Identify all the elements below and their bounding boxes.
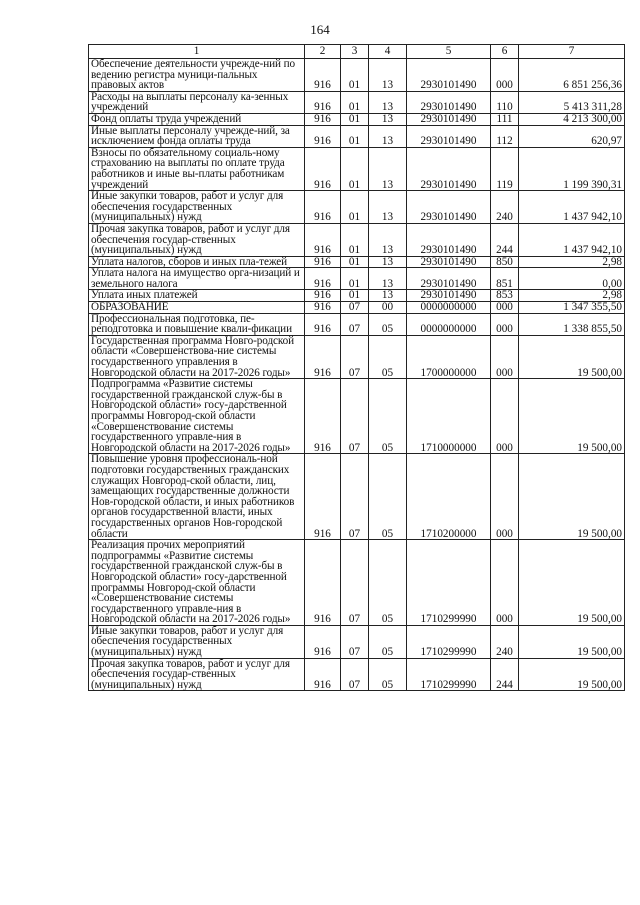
row-section: 01 (341, 256, 369, 268)
row-section: 07 (341, 658, 369, 691)
row-name: Уплата налога на имущество орга-низаций и земельного налога (89, 268, 305, 290)
row-target-article: 1700000000 (407, 335, 491, 378)
row-amount: 19 500,00 (519, 658, 625, 691)
row-section: 07 (341, 379, 369, 454)
row-section: 01 (341, 113, 369, 125)
row-name: Прочая закупка товаров, работ и услуг для обеспечения государ-ственных (муниципальных) нужд (89, 223, 305, 256)
row-target-article: 0000000000 (407, 302, 491, 314)
row-subsection: 13 (369, 256, 407, 268)
row-target-article: 1710299990 (407, 540, 491, 626)
row-target-article: 2930101490 (407, 59, 491, 92)
row-expense-type: 240 (491, 191, 519, 224)
table-row (89, 223, 625, 256)
row-section: 07 (341, 625, 369, 658)
row-name: Иные выплаты персоналу учрежде-ний, за исключением фонда оплаты труда (89, 125, 305, 147)
row-amount: 6 851 256,36 (519, 59, 625, 92)
row-subsection: 13 (369, 223, 407, 256)
row-name: Фонд оплаты труда учреждений (89, 113, 305, 125)
row-section: 07 (341, 302, 369, 314)
row-grbs: 916 (305, 658, 341, 691)
table-row (89, 59, 625, 92)
row-section: 01 (341, 268, 369, 290)
header-cell-4: 4 (369, 45, 407, 59)
row-target-article: 2930101490 (407, 268, 491, 290)
row-subsection: 05 (369, 313, 407, 335)
row-subsection: 05 (369, 335, 407, 378)
row-expense-type: 110 (491, 91, 519, 113)
row-section: 07 (341, 540, 369, 626)
row-name: Взносы по обязательному социаль-ному страхованию на выплаты по оплате труда работников и иные вы-платы работникам учреждений (89, 147, 305, 190)
header-cell-3: 3 (341, 45, 369, 59)
row-target-article: 1710000000 (407, 379, 491, 454)
row-amount: 2,98 (519, 256, 625, 268)
row-subsection: 13 (369, 268, 407, 290)
row-subsection: 13 (369, 290, 407, 302)
row-amount: 5 413 311,28 (519, 91, 625, 113)
table-row (89, 335, 625, 378)
row-subsection: 13 (369, 59, 407, 92)
row-section: 01 (341, 223, 369, 256)
row-section: 01 (341, 290, 369, 302)
row-expense-type: 850 (491, 256, 519, 268)
row-expense-type: 851 (491, 268, 519, 290)
table-row (89, 658, 625, 691)
row-target-article: 2930101490 (407, 223, 491, 256)
table-row (89, 268, 625, 290)
row-name: Уплата налогов, сборов и иных пла-тежей (89, 256, 305, 268)
row-target-article: 2930101490 (407, 191, 491, 224)
row-grbs: 916 (305, 302, 341, 314)
row-grbs: 916 (305, 379, 341, 454)
row-subsection: 05 (369, 625, 407, 658)
row-grbs: 916 (305, 454, 341, 540)
table-row (89, 256, 625, 268)
table-row (89, 313, 625, 335)
row-expense-type: 240 (491, 625, 519, 658)
row-expense-type: 111 (491, 113, 519, 125)
row-target-article: 2930101490 (407, 147, 491, 190)
row-grbs: 916 (305, 625, 341, 658)
table-row (89, 113, 625, 125)
row-grbs: 916 (305, 59, 341, 92)
row-amount: 1 338 855,50 (519, 313, 625, 335)
row-amount: 2,98 (519, 290, 625, 302)
row-subsection: 13 (369, 191, 407, 224)
row-grbs: 916 (305, 147, 341, 190)
row-target-article: 0000000000 (407, 313, 491, 335)
page-number: 164 (310, 22, 330, 37)
table-row (89, 290, 625, 302)
table-row (89, 379, 625, 454)
row-target-article: 2930101490 (407, 91, 491, 113)
row-expense-type: 000 (491, 302, 519, 314)
row-subsection: 05 (369, 540, 407, 626)
row-section: 01 (341, 191, 369, 224)
row-section: 01 (341, 91, 369, 113)
row-name: Профессиональная подготовка, пе-реподготовка и повышение квали-фикации (89, 313, 305, 335)
row-name: Иные закупки товаров, работ и услуг для обеспечения государственных (муниципальных) нужд (89, 625, 305, 658)
row-name: Иные закупки товаров, работ и услуг для обеспечения государственных (муниципальных) нужд (89, 191, 305, 224)
row-grbs: 916 (305, 290, 341, 302)
table-header-row (89, 45, 625, 59)
row-amount: 1 437 942,10 (519, 191, 625, 224)
row-grbs: 916 (305, 113, 341, 125)
row-target-article: 1710299990 (407, 658, 491, 691)
row-amount: 19 500,00 (519, 454, 625, 540)
row-section: 07 (341, 313, 369, 335)
table-row (89, 125, 625, 147)
header-cell-6: 6 (491, 45, 519, 59)
row-subsection: 05 (369, 379, 407, 454)
row-subsection: 05 (369, 658, 407, 691)
row-expense-type: 000 (491, 454, 519, 540)
row-name: Подпрограмма «Развитие системы государственной гражданской служ-бы в Новгородской области» госу-дарственной программы Новгород-ской области «Совершенствование системы государственного управле-ния в Новгородской области на 2017-2026 годы» (89, 379, 305, 454)
row-subsection: 13 (369, 91, 407, 113)
row-grbs: 916 (305, 91, 341, 113)
row-expense-type: 000 (491, 540, 519, 626)
row-expense-type: 112 (491, 125, 519, 147)
row-grbs: 916 (305, 313, 341, 335)
header-cell-2: 2 (305, 45, 341, 59)
row-amount: 19 500,00 (519, 625, 625, 658)
row-amount: 1 347 355,50 (519, 302, 625, 314)
table-row (89, 454, 625, 540)
row-amount: 19 500,00 (519, 335, 625, 378)
row-expense-type: 853 (491, 290, 519, 302)
row-subsection: 13 (369, 125, 407, 147)
row-target-article: 1710299990 (407, 625, 491, 658)
row-amount: 19 500,00 (519, 379, 625, 454)
row-subsection: 13 (369, 147, 407, 190)
row-amount: 0,00 (519, 268, 625, 290)
row-section: 01 (341, 125, 369, 147)
row-grbs: 916 (305, 223, 341, 256)
row-section: 07 (341, 335, 369, 378)
header-cell-7: 7 (519, 45, 625, 59)
row-target-article: 2930101490 (407, 290, 491, 302)
row-amount: 1 437 942,10 (519, 223, 625, 256)
row-section: 07 (341, 454, 369, 540)
table-row (89, 625, 625, 658)
row-amount: 620,97 (519, 125, 625, 147)
row-amount: 19 500,00 (519, 540, 625, 626)
row-grbs: 916 (305, 191, 341, 224)
row-amount: 4 213 300,00 (519, 113, 625, 125)
row-grbs: 916 (305, 125, 341, 147)
table-row (89, 540, 625, 626)
table-row (89, 147, 625, 190)
row-name: Расходы на выплаты персоналу ка-зенных учреждений (89, 91, 305, 113)
row-section: 01 (341, 147, 369, 190)
header-cell-1: 1 (89, 45, 305, 59)
row-subsection: 13 (369, 113, 407, 125)
row-grbs: 916 (305, 256, 341, 268)
row-name: Повышение уровня профессиональ-ной подготовки государственных гражданских служащих Новгород-ской области, лиц, замещающих государственные должности Нов-городской области, и иных работников органов государственной власти, иных государственных органов Нов-городской области (89, 454, 305, 540)
row-expense-type: 000 (491, 59, 519, 92)
row-expense-type: 000 (491, 335, 519, 378)
row-target-article: 2930101490 (407, 125, 491, 147)
row-name: Уплата иных платежей (89, 290, 305, 302)
row-expense-type: 119 (491, 147, 519, 190)
row-expense-type: 000 (491, 379, 519, 454)
budget-table (88, 44, 625, 691)
row-grbs: 916 (305, 268, 341, 290)
row-name: Государственная программа Новго-родской области «Совершенствова-ние системы государственного управления в Новгородской области на 2017-2026 годы» (89, 335, 305, 378)
row-target-article: 1710200000 (407, 454, 491, 540)
row-amount: 1 199 390,31 (519, 147, 625, 190)
row-name: Реализация прочих мероприятий подпрограммы «Развитие системы государственной гражданской служ-бы в Новгородской области» госу-дарственной программы Новгород-ской области «Совершенствование системы государственного управле-ния в Новгородской области на 2017-2026 годы» (89, 540, 305, 626)
row-grbs: 916 (305, 335, 341, 378)
row-name: Обеспечение деятельности учрежде-ний по ведению регистра муници-пальных правовых актов (89, 59, 305, 92)
row-expense-type: 244 (491, 223, 519, 256)
header-cell-5: 5 (407, 45, 491, 59)
table-row (89, 191, 625, 224)
row-target-article: 2930101490 (407, 256, 491, 268)
row-grbs: 916 (305, 540, 341, 626)
row-expense-type: 000 (491, 313, 519, 335)
table-row (89, 91, 625, 113)
row-subsection: 00 (369, 302, 407, 314)
row-expense-type: 244 (491, 658, 519, 691)
row-name: Прочая закупка товаров, работ и услуг для обеспечения государ-ственных (муниципальных) нужд (89, 658, 305, 691)
table-row (89, 302, 625, 314)
row-subsection: 05 (369, 454, 407, 540)
row-section: 01 (341, 59, 369, 92)
row-name: ОБРАЗОВАНИЕ (89, 302, 305, 314)
row-target-article: 2930101490 (407, 113, 491, 125)
